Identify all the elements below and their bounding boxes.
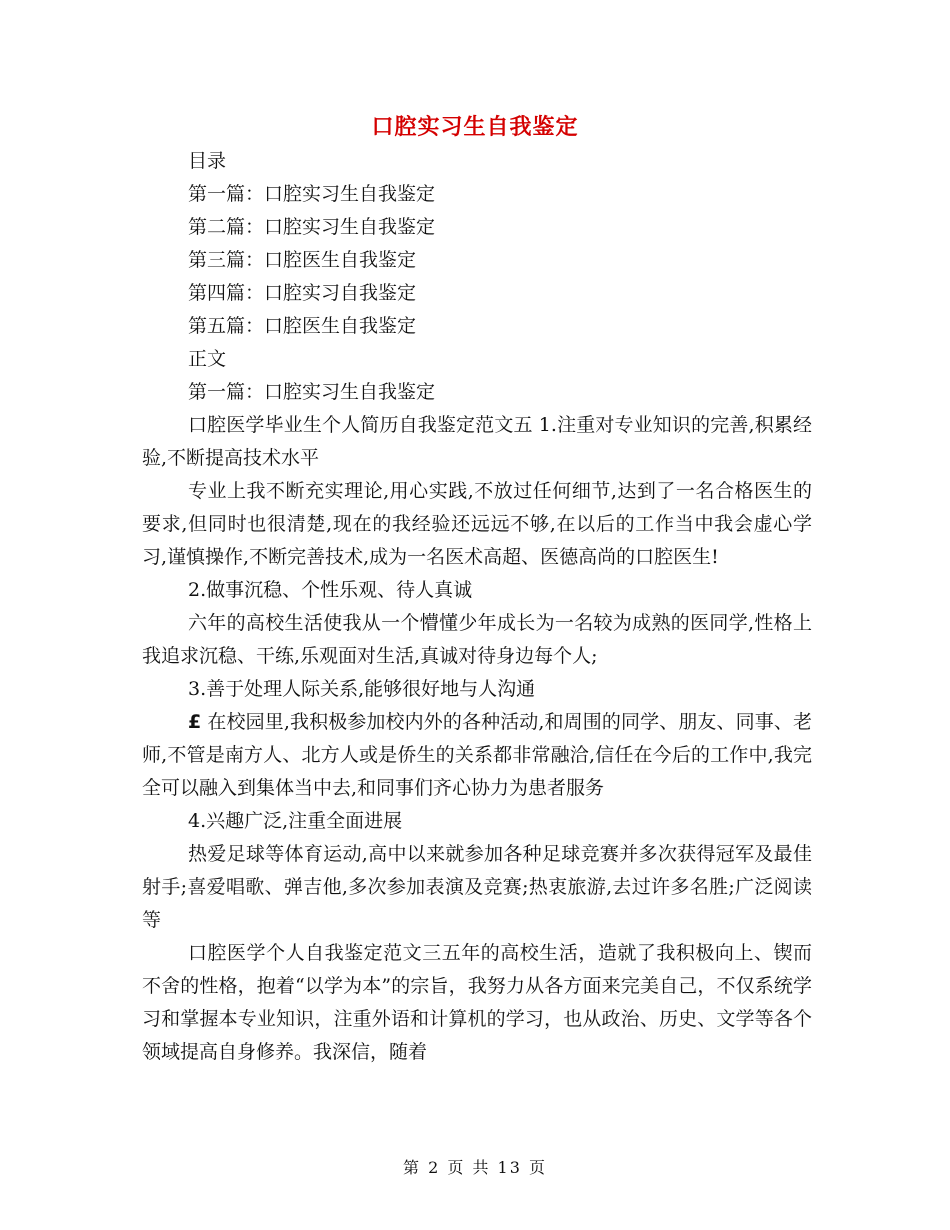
document-content: [142, 145, 812, 1069]
toc-heading: 目录: [188, 150, 227, 172]
toc-item: 第二篇：口腔实习生自我鉴定: [188, 216, 436, 238]
paragraph: 专业上我不断充实理论,用心实践,不放过任何细节,达到了一名合格医生的要求,但同时也很清楚,现在的我经验还远远不够,在以后的工作当中我会虚心学习,谨慎操作,不断完善技术,成为一名医术高超、医德高尚的口腔医生!: [142, 480, 812, 568]
document-title: 口腔实习生自我鉴定: [371, 114, 579, 140]
toc-item: 第三篇：口腔医生自我鉴定: [188, 249, 417, 271]
pound-symbol: £: [188, 711, 202, 733]
paragraph: 2.做事沉稳、个性乐观、待人真诚: [188, 579, 473, 601]
paragraph: 口腔医学毕业生个人简历自我鉴定范文五 1.注重对专业知识的完善,积累经验,不断提高技术水平: [142, 414, 812, 469]
toc-item: 第四篇：口腔实习自我鉴定: [188, 282, 417, 304]
section-title: 第一篇：口腔实习生自我鉴定: [188, 381, 436, 403]
paragraph: 热爱足球等体育运动,高中以来就参加各种足球竞赛并多次获得冠军及最佳射手;喜爱唱歌、弹吉他,多次参加表演及竞赛;热衷旅游,去过许多名胜;广泛阅读等: [142, 843, 812, 931]
paragraph-with-symbol: [142, 706, 812, 805]
page-footer: 第 2 页 共 13 页: [403, 1158, 547, 1177]
toc-item: 第一篇：口腔实习生自我鉴定: [188, 183, 436, 205]
toc-item: 第五篇：口腔医生自我鉴定: [188, 315, 417, 337]
paragraph: 3.善于处理人际关系,能够很好地与人沟通: [188, 678, 536, 700]
paragraph: 4.兴趣广泛,注重全面进展: [188, 810, 403, 832]
body-heading: 正文: [188, 348, 227, 370]
paragraph: 六年的高校生活使我从一个懵懂少年成长为一名较为成熟的医同学,性格上我追求沉稳、干练,乐观面对生活,真诚对待身边每个人;: [142, 612, 812, 667]
paragraph: 口腔医学个人自我鉴定范文三五年的高校生活，造就了我积极向上、锲而不舍的性格，抱着“以学为本”的宗旨，我努力从各方面来完美自己，不仅系统学习和掌握本专业知识，注重外语和计算机的学习，也从政治、历史、文学等各个领域提高自身修养。我深信，随着: [142, 942, 812, 1063]
paragraph-text: 在校园里,我积极参加校内外的各种活动,和周围的同学、朋友、同事、老师,不管是南方人、北方人或是侨生的关系都非常融洽,信任在今后的工作中,我完全可以融入到集体当中去,和同事们齐心协力为患者服务: [142, 711, 812, 799]
